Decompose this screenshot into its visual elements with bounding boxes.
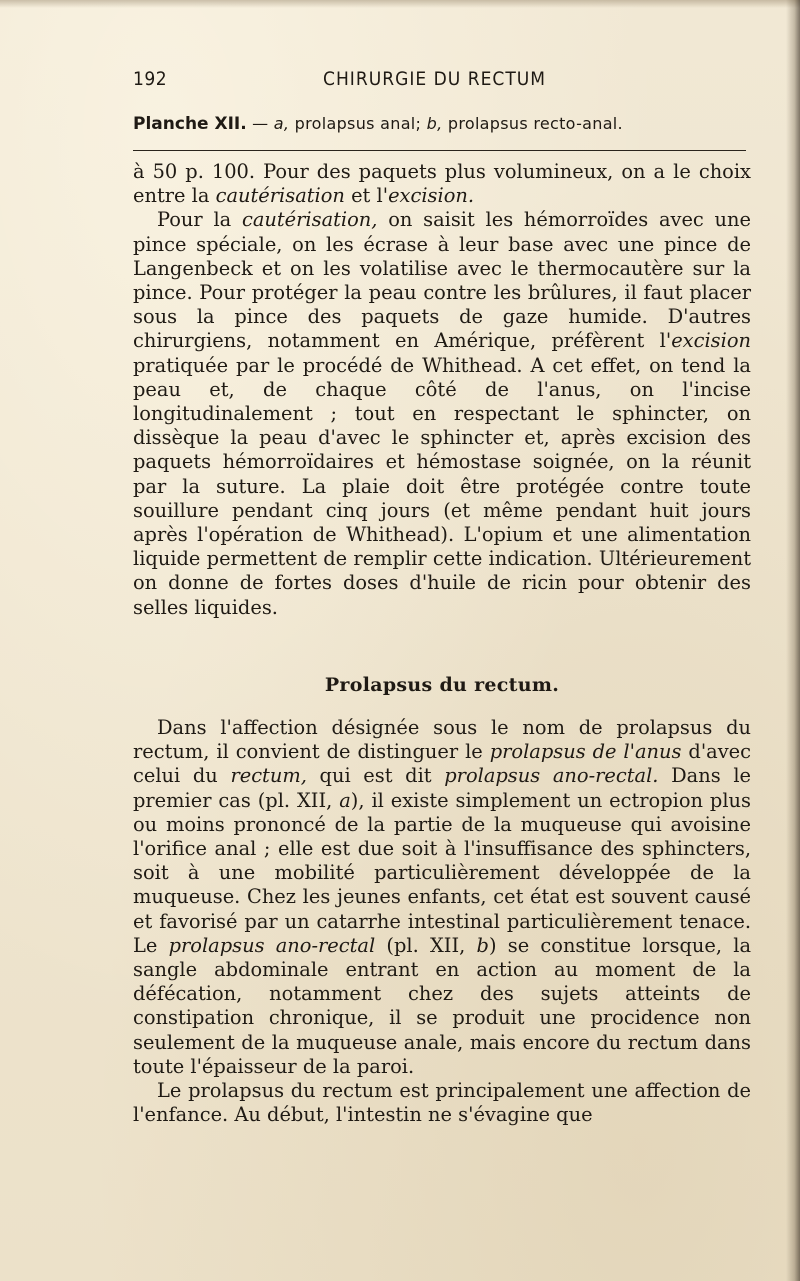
section-heading: Prolapsus du rectum.: [324, 674, 560, 696]
text-run: Dans l'affection désignée sous le nom de prolapsus du rectum, il convient de distinguer le: [133, 716, 751, 764]
page-edge-shadow: [786, 0, 800, 1281]
italic-run: cautérisation,: [241, 208, 378, 232]
plate-letter-a: a,: [273, 114, 290, 133]
text-run: (pl. XII,: [375, 933, 477, 957]
text-run: d'avec celui du: [133, 740, 751, 788]
italic-run: prolapsus ano-rectal.: [444, 764, 659, 788]
text-run: ), il existe simplement un ectropion plus ou moins prononcé de la partie de la muqueuse qui avoisine l'orifice anal ; elle est due soit à l'insuffisance des sphincters, soit à une mobilité particulièrement développée de la muqueuse. Chez les jeunes enfants, cet état est souvent causé et favorisé par un catarrhe intestinal particulièrement tenace. Le: [133, 788, 751, 957]
italic-run: excision: [671, 329, 751, 353]
page-top-shadow: [0, 0, 800, 8]
text-run: Le prolapsus du rectum est principalement une affection de l'enfance. Au début, l'intestin ne s'évagine que: [133, 1079, 751, 1127]
running-head: [133, 68, 748, 96]
plate-dash: —: [246, 114, 274, 133]
text-block-2: [133, 716, 751, 1127]
paragraph: [133, 1079, 751, 1127]
italic-run: b: [476, 933, 489, 957]
text-run: et l': [344, 184, 389, 208]
plate-label: Planche XII.: [133, 114, 247, 134]
text-block-1: [133, 160, 751, 620]
running-title: CHIRURGIE DU RECTUM: [323, 68, 547, 90]
italic-run: a: [339, 788, 351, 812]
text-run: ) se constitue lorsque, la sangle abdominale entrant en action au moment de la défécation, notamment chez des sujets atteints de constipation chronique, il se produit une procidence non seulement de la muqueuse anale, mais encore du rectum dans toute l'épaisseur de la paroi.: [133, 933, 751, 1078]
text-run: qui est dit: [306, 764, 445, 788]
paragraph: [133, 716, 751, 1079]
text-run: Pour la: [157, 208, 242, 232]
plate-letter-b: b,: [426, 114, 443, 133]
text-run: on saisit les hémorroïdes avec une pince spéciale, on les écrase à leur base avec une pince de Langenbeck et on les volatilise avec le thermocautère sur la pince. Pour protéger la peau contre les brûlures, il faut placer sous la pince des paquets de gaze humide. D'autres chirurgiens, notamment en Amérique, préfèrent l': [133, 208, 751, 353]
paragraph: [133, 160, 751, 208]
italic-run: prolapsus ano-rectal: [168, 933, 376, 957]
plate-caption: [133, 114, 748, 134]
text-run: à 50 p. 100. Pour des paquets plus volumineux, on a le choix entre la: [133, 160, 751, 208]
caption-rule: [133, 150, 746, 151]
plate-text-b: prolapsus recto-anal.: [442, 114, 623, 133]
page-number: 192: [133, 68, 168, 90]
paragraph: [133, 208, 751, 619]
italic-run: cautérisation: [215, 184, 345, 208]
italic-run: excision.: [388, 184, 475, 208]
italic-run: prolapsus de l'anus: [489, 740, 682, 764]
text-run: pratiquée par le procédé de Whithead. A cet effet, on tend la peau et, de chaque côté de l'anus, on l'incise longitudinalement ; tout en respectant le sphincter, on dissèque la peau d'avec le sphincter et, après excision des paquets hémorroïdaires et hémostase soignée, on la réunit par la suture. La plaie doit être protégée contre toute souillure pendant cinq jours (et même pendant huit jours après l'opération de Whithead). L'opium et une alimentation liquide permettent de remplir cette indication. Ultérieurement on donne de fortes doses d'huile de ricin pour obtenir des selles liquides.: [133, 353, 751, 619]
text-run: Dans le premier cas (pl. XII,: [133, 764, 751, 812]
italic-run: rectum,: [230, 764, 307, 788]
plate-text-a: prolapsus anal;: [289, 114, 427, 133]
